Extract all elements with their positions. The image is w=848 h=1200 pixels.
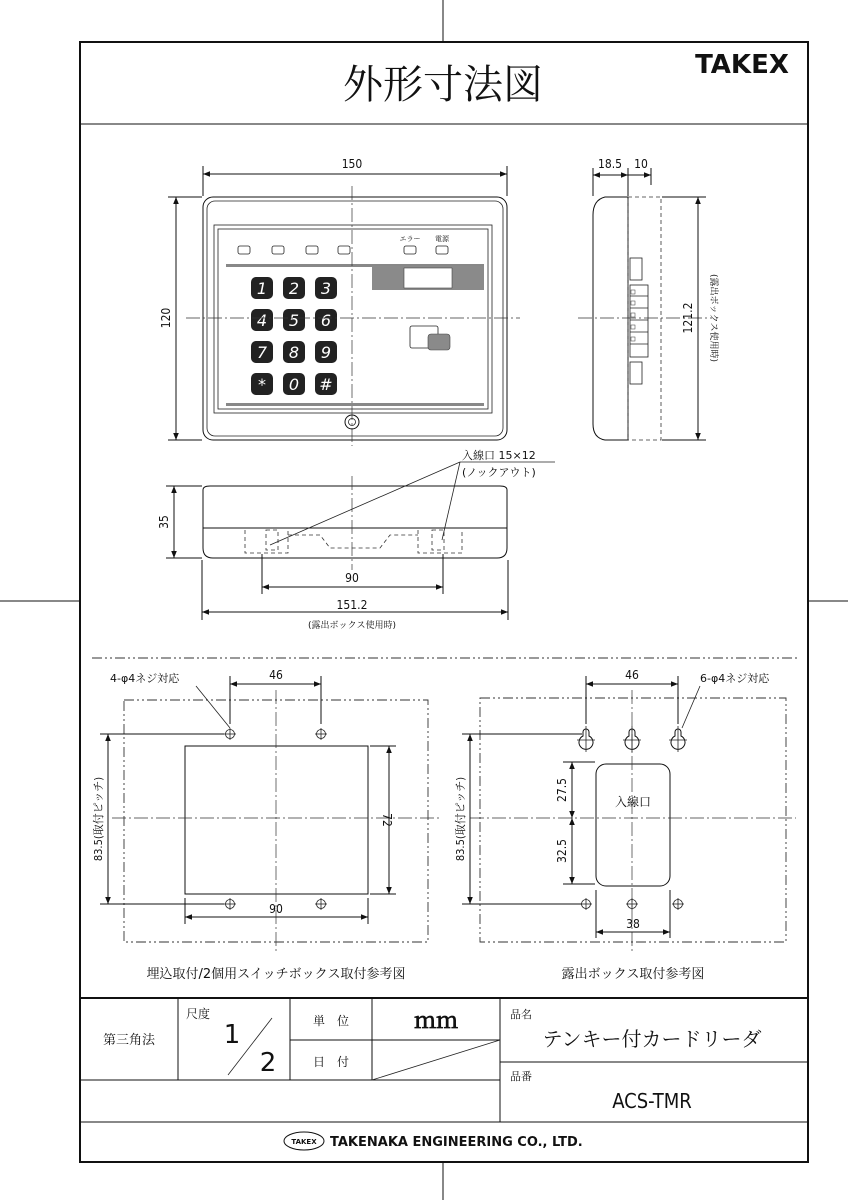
screw-hole-left-3 — [224, 898, 236, 910]
scale-denominator: 2 — [259, 1048, 277, 1078]
dim-bottom-height: 35 — [157, 515, 171, 529]
page-title: 外形寸法図 — [343, 62, 543, 108]
left-pitch-bottom: 90 — [269, 902, 283, 916]
left-vertical-pitch: 83.5(取付ピッチ) — [92, 776, 105, 862]
dim-side-height: 121.2 — [681, 302, 695, 334]
product-number-label: 品番 — [510, 1070, 532, 1083]
side-view — [593, 197, 661, 440]
product-name: テンキー付カードリーダ — [542, 1027, 762, 1051]
dim-side-depth-b: 10 — [634, 157, 648, 171]
key-4 — [251, 309, 273, 331]
screw-hole-left-1 — [224, 728, 236, 740]
svg-text:8: 8 — [288, 343, 300, 362]
key-3 — [315, 277, 337, 299]
svg-text:1: 1 — [256, 279, 268, 298]
inlet-label: 入線口 — [614, 795, 652, 809]
key-2 — [283, 277, 305, 299]
left-screw-label: 4-φ4ネジ対応 — [110, 672, 180, 685]
dim-bottom-inner: 90 — [345, 571, 359, 585]
unit-value: ｍｍ — [413, 1009, 459, 1034]
dim-front-width: 150 — [341, 157, 363, 171]
right-screw-label: 6-φ4ネジ対応 — [700, 672, 770, 685]
brand-logo: TAKEX — [695, 50, 789, 80]
product-number: ACS-TMR — [612, 1089, 692, 1113]
screw-hole-right-2 — [626, 898, 638, 910]
left-caption: 埋込取付/2個用スイッチボックス取付参考図 — [146, 967, 406, 982]
keypad-keys — [251, 277, 337, 395]
dim-side-depth-a: 18.5 — [597, 157, 623, 171]
svg-text:7: 7 — [256, 343, 268, 362]
error-led-label: エラー — [399, 235, 421, 243]
knockout-note: (ノックアウト) — [462, 466, 536, 479]
svg-text:4: 4 — [256, 311, 268, 330]
key-7 — [251, 341, 273, 363]
date-label: 日 付 — [312, 1055, 350, 1069]
scale-label: 尺度 — [186, 1007, 211, 1021]
drawing-frame — [80, 42, 808, 1162]
right-pitch-top: 46 — [625, 668, 639, 682]
front-view — [203, 197, 507, 440]
screw-hole-left-4 — [315, 898, 327, 910]
svg-text:5: 5 — [288, 311, 300, 330]
svg-text:TAKEX: TAKEX — [291, 1138, 317, 1146]
keyhole-2 — [623, 726, 641, 752]
right-lower: 32.5 — [555, 838, 569, 864]
dim-bottom-total: 151.2 — [336, 598, 368, 612]
unit-label: 単 位 — [312, 1014, 350, 1028]
keyhole-3 — [669, 726, 687, 752]
key-6 — [315, 309, 337, 331]
power-led-label: 電源 — [435, 235, 449, 243]
key-8 — [283, 341, 305, 363]
key-1 — [251, 277, 273, 299]
key-10 — [251, 373, 273, 395]
bottom-view — [203, 486, 507, 558]
keyhole-1 — [577, 726, 595, 752]
left-height: 72 — [380, 813, 394, 827]
svg-text:#: # — [319, 375, 333, 394]
svg-text:2: 2 — [288, 279, 300, 298]
left-pitch-top: 46 — [269, 668, 283, 682]
svg-text:0: 0 — [288, 375, 300, 394]
svg-text:9: 9 — [320, 343, 332, 362]
svg-text:*: * — [258, 375, 266, 394]
dim-side-height-note: (露出ボックス使用時) — [708, 274, 718, 362]
svg-text:3: 3 — [320, 279, 332, 298]
key-5 — [283, 309, 305, 331]
projection-label: 第三角法 — [102, 1033, 156, 1048]
dim-front-height: 120 — [159, 307, 173, 329]
product-name-label: 品名 — [510, 1008, 532, 1021]
dim-bottom-total-note: (露出ボックス使用時) — [308, 621, 396, 631]
key-11 — [283, 373, 305, 395]
company-name: TAKENAKA ENGINEERING CO., LTD. — [330, 1135, 583, 1150]
scale-numerator: 1 — [223, 1020, 241, 1050]
right-bottom: 38 — [626, 917, 640, 931]
screw-hole-left-2 — [315, 728, 327, 740]
svg-text:6: 6 — [320, 311, 332, 330]
surface-box-reference — [470, 690, 796, 952]
right-upper: 27.5 — [555, 777, 569, 803]
company-logo — [284, 1132, 324, 1150]
knockout-label: 入線口 15×12 — [462, 449, 536, 462]
screw-hole-right-3 — [672, 898, 684, 910]
right-vertical-pitch: 83.5(取付ピッチ) — [454, 776, 467, 862]
right-caption: 露出ボックス取付参考図 — [561, 967, 705, 982]
key-9 — [315, 341, 337, 363]
key-12 — [315, 373, 337, 395]
